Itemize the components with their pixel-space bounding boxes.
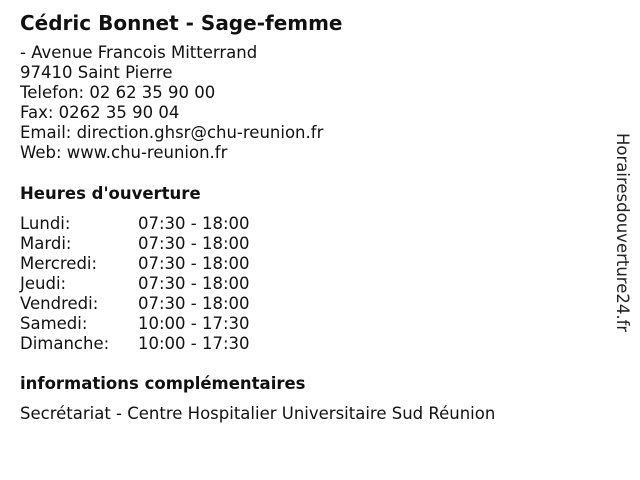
hours-day: Mardi: (20, 234, 72, 253)
hours-row-wednesday (20, 254, 250, 274)
hours-time: 07:30 - 18:00 (138, 294, 250, 313)
additional-info-heading: informations complémentaires (20, 374, 306, 393)
opening-hours-table (20, 214, 250, 354)
address-line-street: - Avenue Francois Mitterrand (20, 43, 258, 62)
opening-hours-heading: Heures d'ouverture (20, 184, 201, 203)
hours-day: Jeudi: (20, 274, 67, 293)
page-title: Cédric Bonnet - Sage-femme (20, 11, 343, 35)
hours-day: Mercredi: (20, 254, 98, 273)
fax-text: Fax: 0262 35 90 04 (20, 103, 180, 122)
address-line-city: 97410 Saint Pierre (20, 63, 173, 82)
hours-time: 07:30 - 18:00 (138, 254, 250, 273)
site-watermark: Horairesdouverture24.fr (613, 133, 632, 333)
hours-time: 10:00 - 17:30 (138, 334, 250, 353)
additional-info-text: Secrétariat - Centre Hospitalier Universitaire Sud Réunion (20, 404, 496, 423)
hours-time: 07:30 - 18:00 (138, 234, 250, 253)
phone-text: Telefon: 02 62 35 90 00 (20, 83, 216, 102)
hours-row-tuesday (20, 234, 250, 254)
hours-row-thursday (20, 274, 250, 294)
hours-day: Lundi: (20, 214, 71, 233)
hours-row-saturday (20, 314, 250, 334)
hours-day: Vendredi: (20, 294, 99, 313)
hours-day: Samedi: (20, 314, 88, 333)
hours-row-monday (20, 214, 250, 234)
web-text: Web: www.chu-reunion.fr (20, 143, 228, 162)
hours-time: 10:00 - 17:30 (138, 314, 250, 333)
hours-time: 07:30 - 18:00 (138, 214, 250, 233)
hours-day: Dimanche: (20, 334, 110, 353)
contact-block (20, 43, 323, 163)
hours-time: 07:30 - 18:00 (138, 274, 250, 293)
hours-row-sunday (20, 334, 250, 354)
email-text: Email: direction.ghsr@chu-reunion.fr (20, 123, 324, 142)
hours-row-friday (20, 294, 250, 314)
